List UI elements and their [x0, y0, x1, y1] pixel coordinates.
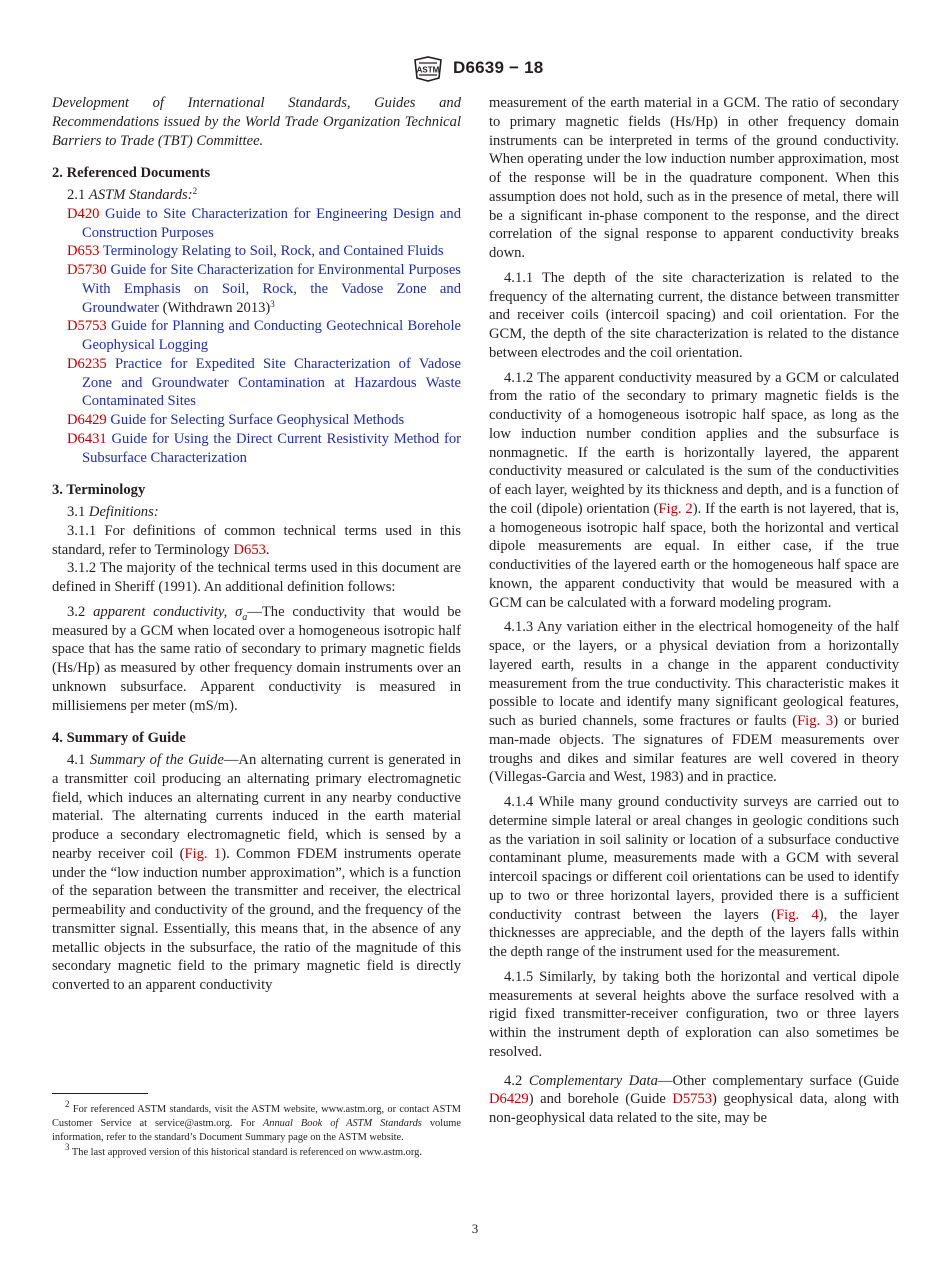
left-column	[52, 94, 461, 995]
section-4-heading: 4. Summary of Guide	[52, 730, 186, 747]
reference-title: Practice for Expedited Site Characterization of Vadose Zone and Groundwater Contamination at Hazardous Waste Contaminated Sites	[82, 355, 461, 410]
page-header	[0, 58, 950, 84]
reference-code: D6235	[67, 355, 107, 372]
reference-item[interactable]	[52, 355, 461, 411]
astm-logo-icon	[409, 56, 447, 82]
reference-title: Guide for Planning and Conducting Geotechnical Borehole Geophysical Logging	[82, 318, 461, 353]
reference-code: D420	[67, 205, 100, 222]
reference-code: D653	[67, 243, 100, 260]
footnote-3: $^3$ The last approved version of this historical standard is referenced on www.astm.org.	[65, 1141, 422, 1158]
reference-title: Terminology Relating to Soil, Rock, and Contained Fluids	[102, 243, 444, 260]
section-4-1-3: 4.1.3 Any variation either in the electrical homogeneity of the half space, or the layers, or a physical deviation from a horizontally layered earth, results in a change in the apparent conductivity measurement from the true conductivity. This characteristic makes it possible to locate and identify many significant geological features, such as buried channels, some fractures or faults (Fig. 3) or buried man-made objects. The signatures of FDEM measurements over troughs and dikes and similar features are well covered in theory (Villegas-Garcia and West, 1983) and in practice.	[489, 619, 899, 786]
section-3-1: 3.1 Definitions:	[67, 504, 159, 520]
footnotes	[52, 1099, 461, 1160]
intro-paragraph: Development of International Standards, Guides and Recommendations issued by the World Trade Organization Technical Barriers to Trade (TBT) Committee.	[52, 95, 461, 149]
reference-code: D5753	[67, 318, 107, 335]
reference-title: Guide for Site Characterization for Environmental Purposes With Emphasis on Soil, Rock, the Vadose Zone and Groundwater	[82, 262, 461, 316]
section-4-1-4: 4.1.4 While many ground conductivity surveys are carried out to determine simple lateral or areal changes in geologic conditions such as the variation in soil salinity or location of a subsurface conductive contaminant plume, measurements made with a GCM with several intercoil spacings or different coil orientations can be used to identify up to two or three horizontal layers, provided there is a sufficient conductivity contrast between the layers (Fig. 4), the layer thicknesses are appreciable, and the depth of the layers falls within the depth range of the instrument used for the measurement.	[489, 794, 899, 960]
continued-paragraph: measurement of the earth material in a GCM. The ratio of secondary to primary magnetic fields (Hs/Hp) in other frequency domain instruments can be interpreted in terms of the ground conductivity. When operating under the low induction number approximation, most of the response will be in the quadrature component. When this assumption does not hold, such as in the presence of metal, there will be a significant in-phase component to the response, and the direct correlation of the signal response to apparent conductivity breaks down.	[489, 95, 899, 261]
reference-item[interactable]	[52, 205, 461, 243]
footnote-2: $^2$ For referenced ASTM standards, visit the ASTM website, www.astm.org, or contact ASTM Customer Service at service@astm.org. For Annual Book of ASTM Standards volume information, refer to the standard’s Document Summary page on the ASTM website.	[52, 1099, 461, 1144]
section-3-heading: 3. Terminology	[52, 482, 146, 499]
subsection-label: ASTM Standards:	[88, 187, 193, 203]
section-4-1-2: 4.1.2 The apparent conductivity measured by a GCM or calculated from the ratio of the secondary to primary magnetic fields is the conductivity of a homogeneous isotropic half space, as long as the low induction number condition applies and the subsurface is nonmagnetic. If the earth is horizontally layered, the apparent conductivity measured or calculated is the sum of the conductivities of each layer, weighted by its thickness and depth, and is a function of the coil (dipole) orientation (Fig. 2). If the earth is not layered, that is, a homogeneous isotropic half space, both the horizontal and vertical dipole measurements are equal. In either case, if the true conductivities of the layered earth or the homogeneous half space are known, the apparent conductivity that would be measured with a GCM can be calculated with a forward modeling program.	[489, 369, 900, 611]
right-column	[489, 94, 899, 1128]
reference-code: D5730	[67, 262, 107, 278]
section-4-1: 4.1 Summary of the Guide—An alternating current is generated in a transmitter coil producing an alternating primary electromagnetic field, which induces an alternating current in any nearby conductive material. The alternating currents induced in the earth material produce a secondary electromagnetic field, which is sensed by a nearby receiver coil (Fig. 1). Common FDEM instruments operate under the “low induction number approximation”, which is a function of the separation between the transmitter and receiver, the electrical permeability and conductivity of the ground, and the frequency of the transmitter signal. Essentially, this means that, in the absence of any metallic objects in the subsurface, the ratio of the magnitude of this secondary magnetic field to the primary magnetic field is directly converted to an apparent conductivity	[52, 752, 462, 993]
reference-item[interactable]	[52, 242, 461, 261]
withdrawn-note: (Withdrawn 2013)	[159, 299, 271, 316]
section-4-1-5: 4.1.5 Similarly, by taking both the horizontal and vertical dipole measurements at several heights above the surface resolved with a rigid fixed transmitter-receiver configuration, two or three layers within the instrument depth of exploration can also sometimes be resolved.	[489, 968, 899, 1060]
section-number: 2.1	[67, 187, 86, 203]
footnote-marker: 2	[192, 186, 198, 196]
guide-link[interactable]: D6429	[489, 1091, 529, 1108]
section-4-1-1: 4.1.1 The depth of the site characterization is related to the frequency of the alternating current, the distance between transmitter and receiver coils (intercoil spacing) and coil orientation. For the GCM, the depth of the site characterization is related to the distance between electrodes and the coil orientation.	[489, 269, 899, 361]
figure-link[interactable]: Fig. 2	[658, 500, 693, 517]
figure-link[interactable]: Fig. 4	[776, 906, 819, 923]
guide-link[interactable]: D5753	[672, 1091, 713, 1108]
figure-link[interactable]: Fig. 3	[797, 713, 834, 729]
footnote-marker: 3	[270, 298, 275, 309]
reference-item[interactable]	[52, 411, 461, 430]
page-number: 3	[471, 1221, 479, 1236]
reference-item[interactable]	[52, 430, 461, 468]
reference-item[interactable]	[52, 317, 461, 355]
reference-code: D6431	[67, 430, 107, 447]
section-2-1	[52, 186, 461, 205]
section-2-heading: 2. Referenced Documents	[52, 165, 211, 182]
section-4-2: 4.2 Complementary Data—Other complementary surface (Guide D6429) and borehole (Guide D5753) geophysical data, along with non-geophysical data related to the site, may be	[489, 1072, 899, 1126]
reference-title: Guide to Site Characterization for Engineering Design and Construction Purposes	[82, 205, 461, 241]
reference-code: D6429	[67, 412, 107, 428]
section-3-2: 3.2 apparent conductivity, $\sigma_a—The$ conductivity that would be measured by a GCM when located over a homogeneous isotropic half space that has the same ratio of secondary to primary magnetic fields (Hs/Hp) as measured by other frequency domain instruments over an unknown subsurface. Apparent conductivity is measured in millisiemens per meter (mS/m).	[52, 603, 461, 714]
logo-text: ASTM	[416, 65, 440, 75]
reference-item[interactable]	[52, 261, 461, 317]
section-3-1-2: 3.1.2 The majority of the technical terms used in this document are defined in Sheriff (1991). An additional definition follows:	[52, 560, 461, 595]
reference-title: Guide for Using the Direct Current Resistivity Method for Subsurface Characterization	[82, 430, 461, 466]
document-id: D6639 − 18	[453, 58, 544, 77]
section-3-1-1: 3.1.1 For definitions of common technical terms used in this standard, refer to Terminology D653.	[52, 522, 461, 558]
reference-title: Guide for Selecting Surface Geophysical Methods	[110, 412, 405, 428]
footnote-divider	[52, 1093, 148, 1094]
terminology-link[interactable]: D653	[233, 541, 266, 558]
figure-link[interactable]: Fig. 1	[184, 845, 222, 862]
